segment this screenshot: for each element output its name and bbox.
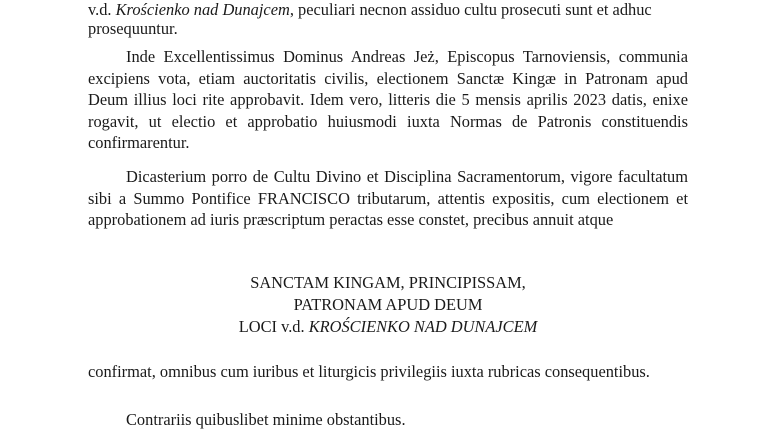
text-segment: LOCI v.d. (238, 317, 309, 336)
paragraph-confirmation: confirmat, omnibus cum iuribus et liturgicis privilegiis iuxta rubricas consequentibus. (88, 362, 650, 381)
text-segment: v.d. (88, 0, 116, 19)
proclamation-line-2: PATRONAM APUD DEUM (293, 295, 483, 314)
paragraph-continuation (88, 0, 688, 38)
paragraph-bishop-approval: Inde Excellentissimus Dominus Andreas Jeż, Episcopus Tarnoviensis, communia excipiens vota, etiam auctoritatis civilis, electionem Sanctæ Kingæ in Patronam apud Deum illius loci rite approbavit. Idem vero, litteris die 5 mensis aprilis 2023 datis, enixe rogavit, ut electio et approbatio huiusmodi iuxta Normas de Patronis constituendis confirmarentur. (88, 47, 688, 152)
proclamation-line-3 (88, 316, 688, 338)
proclamation-line-1: SANCTAM KINGAM, PRINCIPISSAM, (250, 273, 526, 292)
text-segment: , peculiari necnon assiduo cultu prosecuti sunt et adhuc (289, 0, 652, 19)
paragraph-closing: Contrariis quibuslibet minime obstantibus. (126, 410, 406, 429)
text-segment: prosequuntur. (88, 19, 178, 38)
paragraph-dicastery: Dicasterium porro de Cultu Divino et Disciplina Sacramentorum, vigore facultatum sibi a Summo Pontifice FRANCISCO tributarum, attentis expositis, cum electionem et approbationem ad iuris præscriptum peractas esse constet, precibus annuit atque (88, 167, 688, 229)
place-name: KROŚCIENKO NAD DUNAJCEM (308, 317, 538, 336)
place-name: Krościenko nad Dunajcem (115, 0, 290, 19)
